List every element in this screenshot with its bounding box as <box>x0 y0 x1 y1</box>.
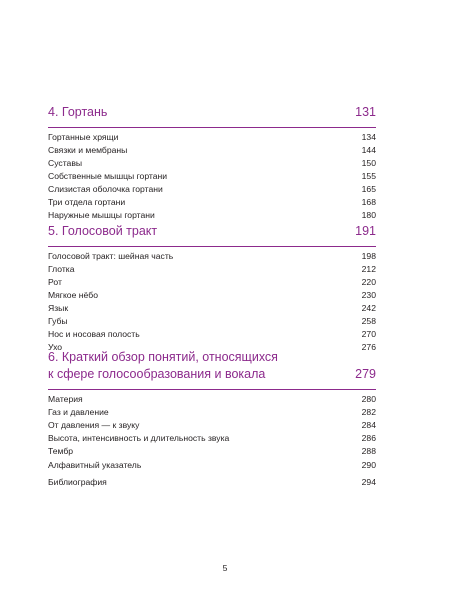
toc-entry-page: 134 <box>361 132 376 142</box>
toc-entry-page: 180 <box>361 210 376 220</box>
section-title-line: 6. Краткий обзор понятий, относящихся <box>48 350 278 364</box>
toc-entry-label: Гортанные хрящи <box>48 132 119 142</box>
section-page-number: 191 <box>355 224 376 238</box>
toc-entry-label: Материя <box>48 394 83 404</box>
toc-entry-label: Губы <box>48 316 68 326</box>
toc-entry-label: Алфавитный указатель <box>48 460 142 470</box>
toc-entry[interactable] <box>48 289 376 302</box>
toc-section-5 <box>48 223 376 354</box>
toc-entry-label: Голосовой тракт: шейная часть <box>48 251 174 261</box>
toc-entry-page: 198 <box>361 251 376 261</box>
toc-entry-label: От давления — к звуку <box>48 420 140 430</box>
toc-entry-page: 155 <box>361 171 376 181</box>
toc-entry[interactable] <box>48 419 376 432</box>
toc-entry-label: Три отдела гортани <box>48 197 126 207</box>
section-heading[interactable] <box>48 223 376 247</box>
toc-entry[interactable] <box>48 196 376 209</box>
toc-entry-label: Газ и давление <box>48 407 109 417</box>
toc-entry-page: 280 <box>361 394 376 404</box>
toc-entry[interactable] <box>48 276 376 289</box>
section-title-line: к сфере голосообразования и вокала <box>48 367 266 381</box>
page-number: 5 <box>222 563 228 573</box>
toc-entry-page: 284 <box>361 420 376 430</box>
toc-entry-page: 242 <box>361 303 376 313</box>
toc-entry-page: 230 <box>361 290 376 300</box>
toc-entry[interactable] <box>48 393 376 406</box>
section-page-number: 279 <box>355 367 376 381</box>
toc-entry-label: Суставы <box>48 158 83 168</box>
toc-back-matter-index <box>48 459 376 472</box>
toc-entry-label: Связки и мембраны <box>48 145 128 155</box>
toc-entry-label: Библиография <box>48 477 107 487</box>
section-title-line: 5. Голосовой тракт <box>48 224 158 238</box>
section-title <box>48 349 278 383</box>
toc-entry[interactable] <box>48 328 376 341</box>
toc-entry-page: 220 <box>361 277 376 287</box>
toc-entry-label: Язык <box>48 303 69 313</box>
toc-entry-page: 290 <box>361 460 376 470</box>
toc-entry-page: 258 <box>361 316 376 326</box>
toc-entry[interactable] <box>48 406 376 419</box>
toc-entry-page: 144 <box>361 145 376 155</box>
toc-entry[interactable] <box>48 459 376 472</box>
toc-entry-page: 270 <box>361 329 376 339</box>
toc-entry[interactable] <box>48 315 376 328</box>
section-heading[interactable] <box>48 349 376 390</box>
section-title-line: 4. Гортань <box>48 105 108 119</box>
toc-entry[interactable] <box>48 250 376 263</box>
toc-entry-label: Ухо <box>48 342 63 352</box>
toc-entry[interactable] <box>48 144 376 157</box>
table-of-contents <box>48 0 376 600</box>
toc-entry-label: Наружные мышцы гортани <box>48 210 155 220</box>
toc-entry-label: Рот <box>48 277 62 287</box>
toc-entry-label: Глотка <box>48 264 75 274</box>
toc-entry-label: Тембр <box>48 446 74 456</box>
toc-entry-page: 165 <box>361 184 376 194</box>
toc-entry-page: 282 <box>361 407 376 417</box>
section-heading[interactable] <box>48 104 376 128</box>
toc-entry[interactable] <box>48 170 376 183</box>
section-page-number: 131 <box>355 105 376 119</box>
toc-entry-page: 212 <box>361 264 376 274</box>
toc-entry[interactable] <box>48 432 376 445</box>
toc-entry-page: 286 <box>361 433 376 443</box>
toc-entry-label: Высота, интенсивность и длительность звука <box>48 433 230 443</box>
toc-entry-page: 288 <box>361 446 376 456</box>
toc-entry-label: Мягкое нёбо <box>48 290 98 300</box>
toc-section-6 <box>48 349 376 458</box>
section-title <box>48 223 157 240</box>
toc-entry[interactable] <box>48 302 376 315</box>
section-title <box>48 104 107 121</box>
toc-entry[interactable] <box>48 183 376 196</box>
toc-entry[interactable] <box>48 263 376 276</box>
toc-entry-label: Собственные мышцы гортани <box>48 171 168 181</box>
toc-entry-page: 150 <box>361 158 376 168</box>
toc-entry-label: Слизистая оболочка гортани <box>48 184 163 194</box>
toc-back-matter-bibliography <box>48 476 376 489</box>
toc-entry[interactable] <box>48 131 376 144</box>
toc-entry-page: 168 <box>361 197 376 207</box>
toc-section-4 <box>48 104 376 222</box>
toc-entry[interactable] <box>48 157 376 170</box>
toc-entry[interactable] <box>48 445 376 458</box>
toc-entry-page: 294 <box>361 477 376 487</box>
toc-entry-page: 276 <box>361 342 376 352</box>
toc-entry[interactable] <box>48 476 376 489</box>
toc-entry[interactable] <box>48 209 376 222</box>
toc-entry-label: Нос и носовая полость <box>48 329 140 339</box>
